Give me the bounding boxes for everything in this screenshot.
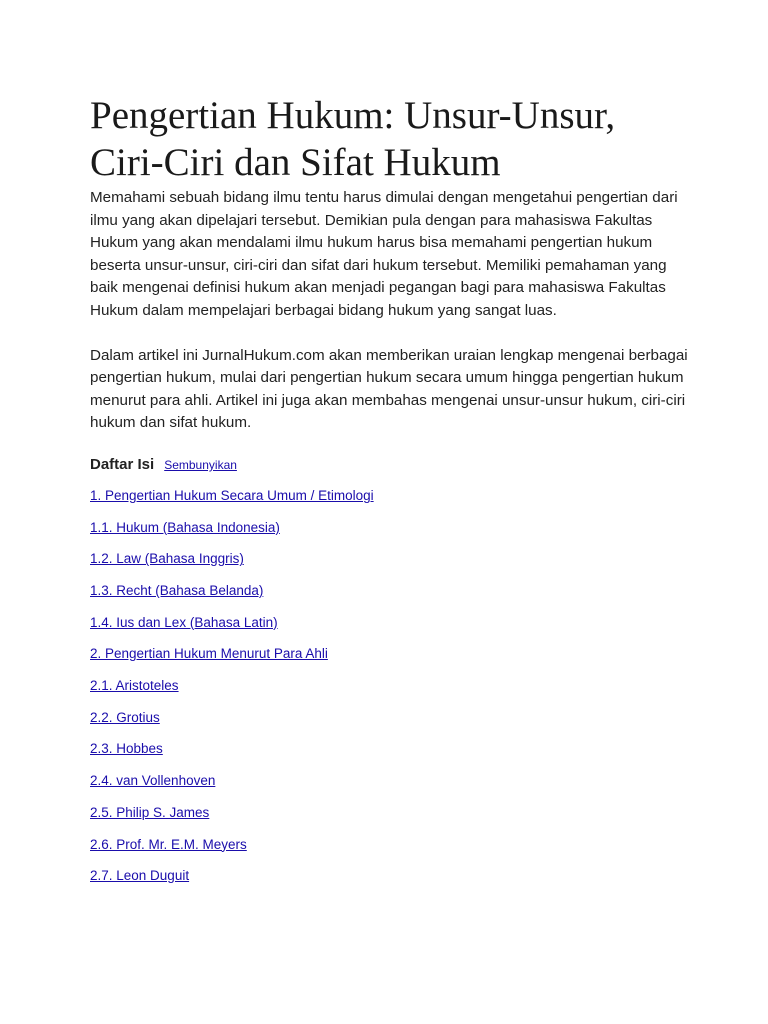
intro-paragraph: Memahami sebuah bidang ilmu tentu harus dimulai dengan mengetahui pengertian dari ilmu yang akan dipelajari tersebut. Demikian pula dengan para mahasiswa Fakultas Hukum yang akan mendalami ilmu hukum harus bisa memahami pengertian hukum beserta unsur-unsur, ciri-ciri dan sifat dari hukum tersebut. Memiliki pemahaman yang baik mengenai definisi hukum akan menjadi pegangan bagi para mahasiswa Fakultas Hukum dalam mempelajari berbagai bidang hukum yang sangat luas.: [90, 189, 678, 319]
toc-item: [90, 709, 690, 741]
toc-link-1-3[interactable]: 1.3. Recht (Bahasa Belanda): [90, 583, 264, 598]
toc-item: [90, 582, 690, 614]
toc-link-2-2[interactable]: 2.2. Grotius: [90, 709, 160, 725]
toc-link-1[interactable]: 1. Pengertian Hukum Secara Umum / Etimologi: [90, 487, 374, 503]
toc-link-1-2[interactable]: 1.2. Law (Bahasa Inggris): [90, 551, 244, 567]
toc-title: Daftar Isi: [90, 455, 155, 473]
toc-header: [90, 456, 690, 478]
toc-link-2-5[interactable]: 2.5. Philip S. James: [90, 804, 210, 820]
toc-item: [90, 614, 690, 646]
toc-item: [90, 519, 690, 551]
toc-link-1-1[interactable]: 1.1. Hukum (Bahasa Indonesia): [90, 519, 280, 535]
toc-link-1-4[interactable]: 1.4. Ius dan Lex (Bahasa Latin): [90, 614, 278, 630]
toc-list: [90, 487, 690, 899]
toc-item: [90, 740, 690, 772]
toc-link-2-6[interactable]: 2.6. Prof. Mr. E.M. Meyers: [90, 836, 247, 852]
toc-link-2[interactable]: 2. Pengertian Hukum Menurut Para Ahli: [90, 646, 328, 662]
toc-item: [90, 836, 690, 868]
toc-item: [90, 677, 690, 709]
overview-paragraph: Dalam artikel ini JurnalHukum.com akan memberikan uraian lengkap mengenai berbagai pengertian hukum, mulai dari pengertian hukum secara umum hingga pengertian hukum menurut para ahli. Artikel ini juga akan membahas mengenai unsur-unsur hukum, ciri-ciri hukum dan sifat hukum.: [90, 346, 688, 432]
toc-link-2-7[interactable]: 2.7. Leon Duguit: [90, 868, 190, 884]
toc-item: [90, 645, 690, 677]
toc-item: [90, 772, 690, 804]
toc-link-2-4[interactable]: 2.4. van Vollenhoven: [90, 773, 216, 789]
article-title-line-2: Ciri-Ciri dan Sifat Hukum: [90, 141, 501, 184]
toc-item: [90, 804, 690, 836]
article-title-line-1: Pengertian Hukum: Unsur-Unsur,: [90, 94, 616, 137]
toc-link-2-3[interactable]: 2.3. Hobbes: [90, 741, 163, 757]
toc-item: [90, 487, 690, 519]
toc-hide-link[interactable]: Sembunyikan: [164, 457, 237, 472]
article-title: [90, 92, 690, 186]
article: [90, 92, 690, 899]
toc-item: [90, 550, 690, 582]
toc-item: [90, 867, 690, 899]
toc-link-2-1[interactable]: 2.1. Aristoteles: [90, 678, 179, 694]
